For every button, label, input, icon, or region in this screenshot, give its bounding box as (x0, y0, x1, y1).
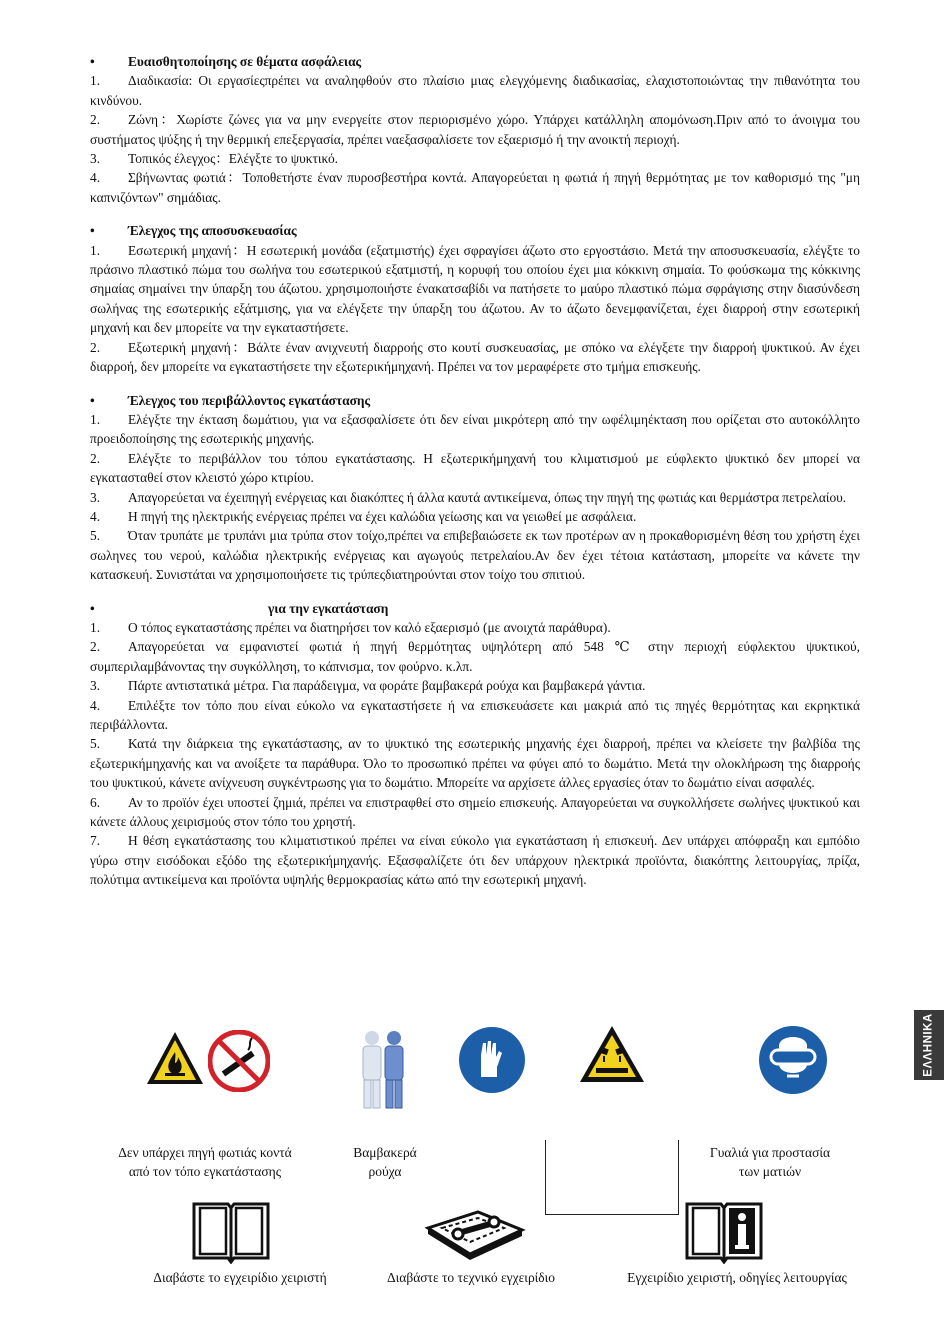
section-heading (90, 599, 860, 618)
list-item (90, 618, 860, 637)
list-item (90, 168, 860, 207)
list-item (90, 149, 860, 168)
list-item-number: 5. (90, 736, 101, 752)
list-item (90, 410, 860, 449)
section-heading-text: Ευαισθητοποίησης σε θέματα ασφάλειας (128, 54, 362, 69)
list-item (90, 449, 860, 488)
list-item-text: Ο τόπος εγκαταστάσης πρέπει να διατηρήσει τον καλό εξαερισμό (με ανοιχτά παράθυρα). (128, 619, 611, 635)
language-tab (914, 1010, 944, 1080)
list-item (90, 696, 860, 735)
list-item (90, 637, 860, 676)
list-item (90, 241, 860, 338)
list-item (90, 488, 860, 507)
list-item-number: 2. (90, 450, 101, 466)
list-item-text: Κατά την διάρκεια της εγκατάστασης, αν το ψυκτικό της εσωτερικής μηχανής έχει διαρροή, πρέπει να κλείσετε την βαλβίδα της εξωτερικήμηχανής και να ανοίξετε τα παράθυρα. Όλο το προσωπικό πρέπει να φύγει από το δωμάτιο. Μετά την ολοκλήρωση της διαρροής του ψυκτικού, κάνετε ανίχνευση συγκέντρωσης για το δωμάτιο. Μπορείτε να αρχίσετε άλλες εργασίες όταν το δωμάτιο είναι ασφαλές. (90, 736, 860, 791)
list-item-number: 1. (90, 242, 101, 258)
document-body (90, 52, 860, 890)
list-item (90, 338, 860, 377)
cotton-clothing-icon (352, 1026, 414, 1112)
list-item-text: Η πηγή της ηλεκτρικής ενέργειας πρέπει να έχει καλώδια γείωσης και να γειωθεί με ασφάλεια. (128, 508, 637, 524)
caption-no-fire-line2: από τον τόπο εγκατάστασης (128, 1164, 282, 1179)
list-item (90, 507, 860, 526)
bullet: • (90, 223, 95, 239)
list-item-text: Τοπικός έλεγχος：Ελέγξτε το ψυκτικό. (128, 151, 339, 167)
list-item-text: Πάρτε αντιστατικά μέτρα. Για παράδειγμα, να φοράτε βαμβακερά ρούχα και βαμβακερά γάντια. (128, 678, 646, 694)
list-item-number: 4. (90, 697, 101, 713)
section-gap (90, 585, 860, 599)
list-item-text: Απαγορεύεται να εμφανιστεί φωτιά ή πηγή θερμότητας υψηλότερη από 548 ℃ στην περιοχή εύφλεκτου ψυκτικού, συμπεριλαμβάνοντας την συγκόλληση, το κάπνισμα, τον φούρνο. κ.λπ. (90, 639, 860, 674)
list-item-number: 1. (90, 73, 101, 89)
section-heading (90, 391, 860, 410)
list-item-number: 3. (90, 678, 101, 694)
list-item-text: Ελέγξτε το περιβάλλον του τόπου εγκατάστασης. Η εξωτερικήμηχανή του κλιματισμού με εύφλεκτο ψυκτικό δεν μπορεί να εγκατασταθεί στον κλειστό χώρο κτιρίου. (90, 450, 860, 486)
service-manual-icon (418, 1198, 530, 1264)
caption-tech-manual: Διαβάστε το τεχνικό εγχειρίδιο (386, 1270, 556, 1285)
list-item (90, 676, 860, 695)
no-smoking-icon (208, 1030, 270, 1092)
list-item (90, 110, 860, 149)
list-item-number: 2. (90, 339, 101, 355)
list-item-number: 1. (90, 411, 101, 427)
list-item-text: Όταν τρυπάτε με τρυπάνι μια τρύπα στον τοίχο,πρέπει να επιβεβαιώσετε εκ των προτέρων αν η προκαθορισμένη θέση του χρήστη έχει σωληνες του νερού, καλώδια ηλεκτρικής ενέργειας και αγωγούς πετρελαίου.Αν δεν έχει τέτοια κατάσταση, μπορείτε να κάνετε την κατασκευή. Συνιστάται να χρησιμοποιήσετε τις τρύπεςδιατηρούνται στον τοίχο του σπιτιού. (90, 528, 860, 583)
list-item-text: Εξωτερική μηχανή：Βάλτε έναν ανιχνευτή διαρροής στο κουτί συσκευασίας, με σπόκο να ελέγξετε την διαρροή ψυκτικού. Αν έχει διαρροή, δεν μπορείτε να εγκαταστήσετε την εξωτερικήμηχανή. Πρέπει να τον μεραφέρετε στο τμήμα επισκευής. (90, 339, 860, 375)
list-item-text: Η θέση εγκατάστασης του κλιματιστικού πρέπει να είναι εύκολο για εγκατάσταση ή επισκευή. Δεν υπάρχει απόφραξη και εμπόδιο γύρω στην εισόδοκαι εξόδο της εξωτερικήμηχανής. Εξασφαλίζετε ότι δεν υπάρχουν ηλεκτρικά προϊόντα, διακόπτης λειτουργίας, πρίζα, πολύτιμα αντικείμενα και προϊόντα υψηλής θερμοκρασίας κάτω από την εσωτερική μηχανή. (90, 833, 860, 888)
eye-protection-icon (757, 1024, 829, 1096)
language-tab-label: ΕΛΛΗΝΙΚΑ (923, 1013, 935, 1077)
bullet: • (90, 392, 95, 408)
list-item-number: 3. (90, 151, 101, 167)
list-item (90, 71, 860, 110)
bullet: • (90, 54, 95, 69)
list-item-number: 4. (90, 508, 101, 524)
section-heading (90, 52, 860, 71)
section-heading-text: για την εγκατάσταση (268, 600, 389, 616)
list-item (90, 526, 860, 584)
list-item (90, 831, 860, 889)
section-gap (90, 207, 860, 221)
empty-frame (545, 1140, 679, 1215)
list-item-number: 5. (90, 528, 101, 544)
info-manual-icon (683, 1198, 765, 1264)
caption-no-fire-line1: Δεν υπάρχει πηγή φωτιάς κοντά (118, 1145, 292, 1160)
list-item-text: Διαδικασία: Οι εργασίεςπρέπει να αναληφθούν στο πλαίσιο μιας ελεγχόμενης διαδικασίας, ελαχιστοποιώντας την πιθανότητα του κινδύνου. (90, 73, 860, 108)
section-heading-text: Έλεγχος της αποσυσκευασίας (128, 223, 297, 239)
list-item-number: 1. (90, 619, 101, 635)
caption-no-fire (95, 1143, 315, 1181)
bullet: • (90, 600, 95, 616)
list-item-text: Ζώνη：Χωρίστε ζώνες για να μην ενεργείτε στον περιορισμένο χώρο. Υπάρχει κατάλληλη απομόνωση.Πριν από το άνοιγμα του συστήματος ψύξης ή την θερμική επεξεργασία, πρέπει ναεξασφαλίσετε τον εξαερισμό ή την ανοικτή περιοχή. (90, 112, 860, 147)
caption-goggles-line1: Γυαλιά για προστασία (709, 1145, 831, 1160)
gloves-icon (457, 1025, 527, 1095)
list-item-text: Εσωτερική μηχανή：Η εσωτερική μονάδα (εξατμιστής) έχει σφραγίσει άζωτο στο εργοστάσιο. Μετά την αποσυσκευασία, ελέγξτε το πράσινο πλαστικό πώμα του σωλήνα του εσωτερικού εξατμιστή, η κορυφή του οποίου έχει μια κόκκινη σημαία. Το φούσκωμα της κόκκινης σημαίας σημαίνει την ύπαρξη του άζωτου. χρησιμοποιήστε ένακατσαβίδι να πατήσετε το μαύρο πλαστικό πώμα σφράγισης στην διασύνδεση σωλήνας της εσωτερικής εξάτμισης, για να ελέγξετε την ύπαρξη του άζωτου. Αν το άζωτο δενεμφανίζεται, έχει διαρροή στην εσωτερική μηχανή και δεν μπορείτε να την εγκαταστήσετε. (90, 242, 860, 336)
list-item-number: 3. (90, 489, 101, 505)
list-item-number: 2. (90, 639, 101, 655)
caption-cotton-line2: ρούχα (368, 1164, 402, 1179)
list-item-number: 7. (90, 833, 101, 849)
caption-cotton (330, 1143, 440, 1181)
list-item-number: 4. (90, 170, 101, 186)
caption-goggles (690, 1143, 850, 1181)
list-item (90, 793, 860, 832)
list-item-text: Επιλέξτε τον τόπο που είναι εύκολο να εγκαταστήσετε ή να επισκευάσετε και μακριά από τις πηγές θερμότητας και εκρηκτικά περιβάλλοντα. (90, 697, 860, 732)
open-book-icon (190, 1198, 272, 1264)
caption-goggles-line2: των ματιών (738, 1164, 802, 1179)
list-item-text: Αν το προϊόν έχει υποστεί ζημιά, πρέπει να επιστραφθεί στο σημείο επισκευής. Απαγορεύεται να συγκολλήσετε σωλήνες ψυκτικού και κάνετε άλλους χειρισμούς στον τόπο του χρηστή. (90, 794, 860, 830)
list-item-text: Απαγορεύεται να έχειπηγή ενέργειας και διακόπτες ή άλλα καυτά αντικείμενα, όπως την πηγή της φωτιάς και θερμάστρα πετρελαίου. (128, 489, 847, 505)
flammable-warning-icon (145, 1030, 205, 1086)
section-heading-text: Έλεγχος του περιβάλλοντος εγκατάστασης (128, 392, 371, 408)
list-item-text: Σβήνωντας φωτιά：Τοποθετήστε έναν πυροσβεστήρα κοντά. Απαγορεύεται η φωτιά ή πηγή θερμότητας με τον καθορισμό της "μη καπνιζόντων" σημάδιας. (90, 170, 860, 205)
list-item-number: 2. (90, 112, 101, 128)
caption-cotton-line1: Βαμβακερά (353, 1145, 417, 1160)
section-heading (90, 221, 860, 240)
section-gap (90, 377, 860, 391)
caption-manual: Διαβάστε το εγχειρίδιο χειριστή (153, 1270, 327, 1285)
list-item-text: Ελέγξτε την έκταση δωμάτιου, για να εξασφαλίσετε ότι δεν είναι μικρότερη από την ωφέλιμηέκταση που ορίζεται στο αυτοκόλλητο προειδοποίησης της εσωτερικής μηχανής. (90, 411, 860, 447)
list-item-number: 6. (90, 794, 101, 810)
list-item (90, 734, 860, 792)
caption-operator-manual: Εγχειρίδιο χειριστή, οδηγίες λειτουργίας (627, 1270, 847, 1285)
corrosive-warning-icon (578, 1024, 646, 1084)
